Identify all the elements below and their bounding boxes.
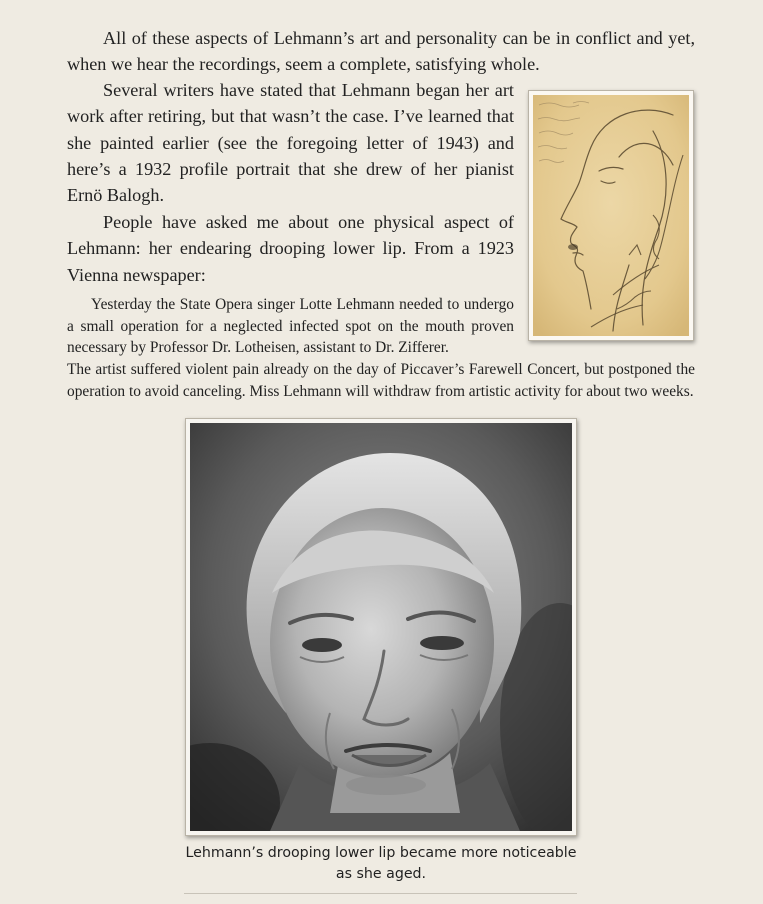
paragraph-aspects: All of these aspects of Lehmann’s art and personality can be in conflict and yet, when we hear the recordings, seem a complete, satisfying whole.	[67, 28, 695, 75]
newspaper-quote-part-2: The artist suffered violent pain already on the day of Piccaver’s Farewell Concert, but postponed the operation to avoid canceling. Miss Lehmann will withdraw from artistic activity for about two weeks.	[67, 361, 695, 400]
photo-caption: Lehmann’s drooping lower lip became more noticeable as she aged.	[185, 845, 577, 882]
newspaper-quote-part-1: Yesterday the State Opera singer Lotte Lehmann needed to undergo a small operation for a neglected infected spot on the mouth proven necessary by Professor Dr. Lotheisen, assistant to Dr. Zifferer.	[67, 296, 514, 357]
portrait-photo-figure	[185, 418, 577, 836]
profile-sketch-image	[533, 95, 689, 336]
paragraph-drooping-lip: People have asked me about one physical aspect of Lehmann: her endearing drooping lower lip. From a 1923 Vienna newspaper:	[67, 212, 514, 285]
caption-divider	[184, 893, 577, 894]
paragraph-art-work: Several writers have stated that Lehmann began her art work after retiring, but that wasn’t the case. I’ve learned that she painted earlier (see the foregoing letter of 1943) and here’s a 1932 profile portrait that she drew of her pianist Ernö Balogh.	[67, 80, 514, 206]
profile-sketch-figure	[528, 90, 694, 341]
portrait-photo-image	[190, 423, 572, 831]
